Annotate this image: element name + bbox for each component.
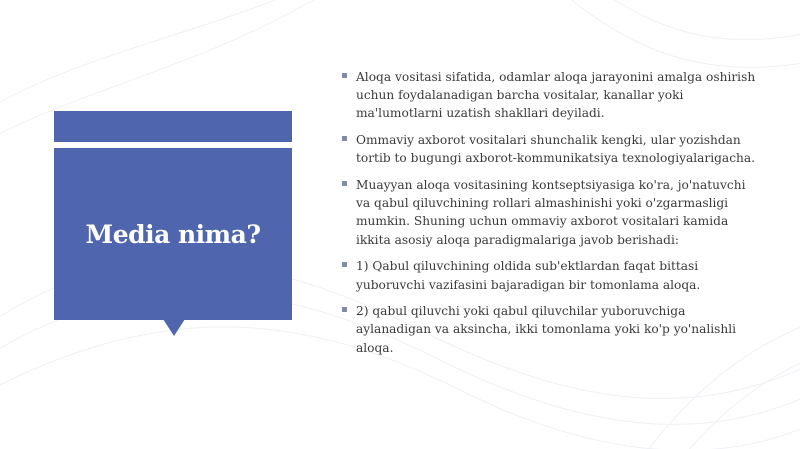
bullet-list	[342, 68, 762, 365]
bullet-text: Ommaviy axborot vositalari shunchalik kengki, ular yozishdan tortib to bugungi axborot-kommunikatsiya texnologiyalarigacha.	[356, 133, 756, 166]
square-bullet-icon	[342, 262, 347, 267]
title-accent-bar	[54, 111, 292, 142]
bullet-item	[342, 68, 762, 123]
square-bullet-icon	[342, 181, 347, 186]
bullet-text: 2) qabul qiluvchi yoki qabul qiluvchilar yuboruvchiga aylanadigan va aksincha, ikki tomonlama yoki ko'p yo'nalishli aloqa.	[356, 304, 737, 355]
bullet-item	[342, 131, 762, 167]
title-box	[54, 148, 292, 320]
bullet-item	[342, 257, 762, 293]
square-bullet-icon	[342, 307, 347, 312]
bullet-text: Muayyan aloqa vositasining kontseptsiyasiga ko'ra, jo'natuvchi va qabul qiluvchining rollari almashinishi yoki o'zgarmasligi mumkin. Shuning uchun ommaviy axborot vositalari kamida ikkita asosiy aloqa paradigmalariga javob berishadi:	[356, 178, 746, 247]
square-bullet-icon	[342, 73, 347, 78]
bullet-item	[342, 176, 762, 249]
bullet-text: 1) Qabul qiluvchining oldida sub'ektlardan faqat bittasi yuboruvchi vazifasini bajaradigan bir tomonlama aloqa.	[356, 259, 701, 292]
bullet-item	[342, 302, 762, 357]
bullet-text: Aloqa vositasi sifatida, odamlar aloqa jarayonini amalga oshirish uchun foydalanadigan barcha vositalar, kanallar yoki ma'lumotlarni uzatish shakllari deyiladi.	[356, 70, 756, 121]
title-box-pointer	[163, 319, 185, 336]
square-bullet-icon	[342, 136, 347, 141]
slide-title: Media nima?	[85, 219, 261, 249]
